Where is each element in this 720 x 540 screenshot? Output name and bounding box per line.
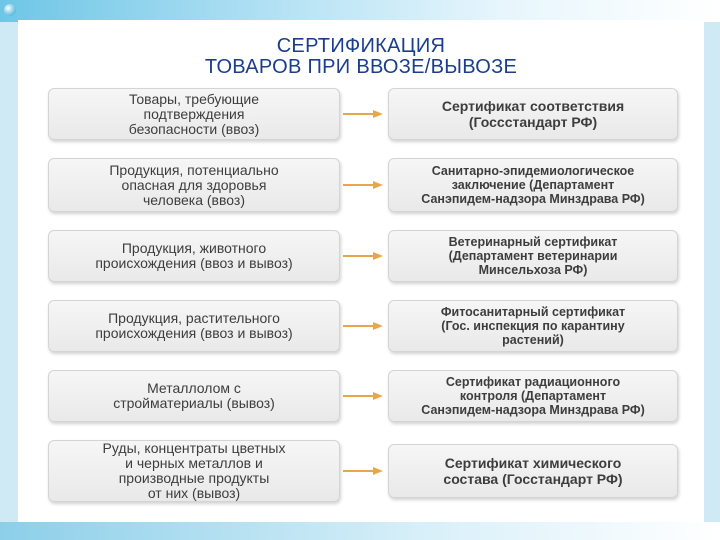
goods-label-3: Продукция, животного происхождения (ввоз и вывоз): [95, 240, 293, 271]
goods-label-6: Руды, концентраты цветных и черных металлов и производные продукты от них (вывоз): [102, 440, 286, 501]
arrow-icon: [343, 109, 383, 119]
certificate-label-2: Санитарно-эпидемиологическое заключение (Департамент Санэпидем-надзора Минздрава РФ): [421, 164, 645, 206]
certificate-box-4: [388, 300, 678, 352]
certificate-label-4: Фитосанитарный сертификат (Гос. инспекция по карантину растений): [440, 305, 626, 347]
goods-box-6: [48, 440, 340, 502]
certificate-label-1: Сертификат соответствия (Госсстандарт РФ): [441, 98, 625, 130]
diagram-title: [18, 36, 704, 78]
arrow-icon: [343, 391, 383, 401]
goods-box-1: [48, 88, 340, 140]
goods-label-2: Продукция, потенциально опасная для здоровья человека (ввоз): [109, 161, 279, 208]
certificate-box-5: [388, 370, 678, 422]
arrow-icon: [343, 251, 383, 261]
certificate-label-6: Сертификат химического состава (Госстандарт РФ): [443, 455, 623, 487]
certificate-box-6: [388, 444, 678, 498]
certificate-label-3: Ветеринарный сертификат (Департамент ветеринарии Минсельхоза РФ): [448, 235, 618, 277]
certificate-box-2: [388, 158, 678, 212]
arrow-icon: [343, 466, 383, 476]
slide-canvas: [18, 20, 704, 522]
goods-label-4: Продукция, растительного происхождения (ввоз и вывоз): [95, 310, 293, 341]
goods-box-3: [48, 230, 340, 282]
goods-label-1: Товары, требующие подтверждения безопасности (ввоз): [128, 90, 260, 137]
goods-label-5: Металлолом с стройматериалы (вывоз): [113, 380, 275, 411]
certificate-label-5: Сертификат радиационного контроля (Департамент Санэпидем-надзора Минздрава РФ): [421, 375, 645, 417]
goods-box-2: [48, 158, 340, 212]
arrow-icon: [343, 180, 383, 190]
goods-box-5: [48, 370, 340, 422]
bullet-dot-icon: [4, 4, 16, 16]
certificate-box-1: [388, 88, 678, 140]
title-line-2: ТОВАРОВ ПРИ ВВОЗЕ/ВЫВОЗЕ: [204, 56, 518, 78]
slide-bottom-band: [0, 522, 720, 540]
certificate-box-3: [388, 230, 678, 282]
arrow-icon: [343, 321, 383, 331]
title-line-1: СЕРТИФИКАЦИЯ: [276, 35, 446, 57]
goods-box-4: [48, 300, 340, 352]
slide-top-band: [0, 0, 720, 22]
